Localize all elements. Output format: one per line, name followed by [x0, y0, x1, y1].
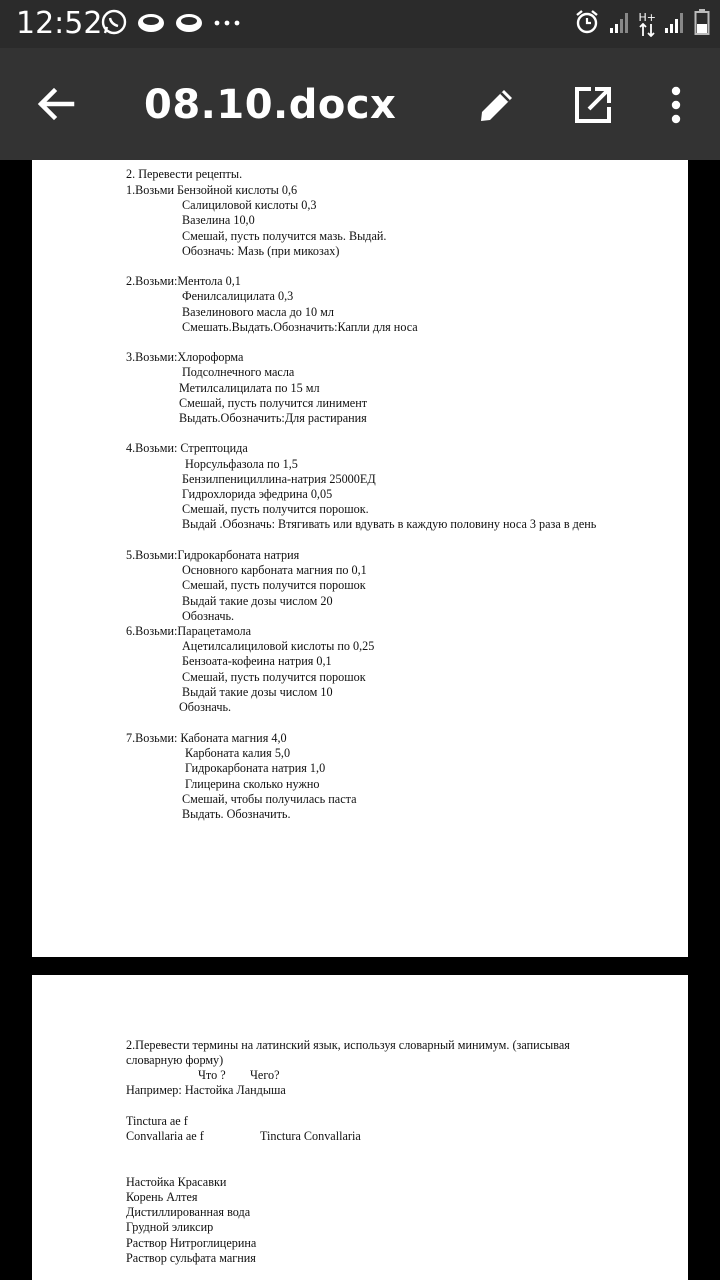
- recipe-line: 1.Возьми Бензойной кислоты 0,6: [126, 183, 298, 197]
- term-item: Настойка Красавки: [126, 1175, 227, 1189]
- term-item: Грудной эликсир: [126, 1220, 214, 1234]
- recipe-line: Смешать.Выдать.Обозначить:Капли для носа: [182, 320, 418, 334]
- open-external-icon: [573, 85, 613, 125]
- document-page: [32, 160, 688, 957]
- system-icons: [573, 8, 711, 40]
- recipe-line: Обозначь.: [179, 700, 232, 714]
- recipe-line: Смешай, пусть получится порошок: [182, 578, 366, 592]
- cloud-icon: [174, 10, 204, 39]
- battery-icon: [694, 8, 710, 41]
- overflow-menu-icon: [671, 86, 681, 124]
- recipe-line: Основного карбоната магния по 0,1: [182, 563, 367, 577]
- back-arrow-icon: [36, 87, 76, 121]
- recipe-line: 2.Возьми:Ментола 0,1: [126, 274, 241, 288]
- term-item: Корень Алтея: [126, 1190, 198, 1204]
- recipe-line: Фенилсалицилата 0,3: [182, 289, 294, 303]
- term-item: Раствор сульфата магния: [126, 1251, 256, 1265]
- recipe-line: 4.Возьми: Стрептоцида: [126, 441, 248, 455]
- document-page: [32, 975, 688, 1280]
- app-bar: [0, 48, 720, 160]
- signal-icon: [609, 10, 631, 39]
- recipe-line: 7.Возьми: Кабоната магния 4,0: [126, 731, 287, 745]
- recipe-line: Бензоата-кофеина натрия 0,1: [182, 654, 332, 668]
- latin-form: Tinctura ae f: [126, 1114, 188, 1128]
- recipe-line: Выдай такие дозы числом 10: [182, 685, 333, 699]
- recipe-line: Выдать.Обозначить:Для растирания: [179, 411, 367, 425]
- section-heading: 2.Перевести термины на латинский язык, используя словарный минимум. (записывая: [126, 1038, 570, 1052]
- status-time: 12:52: [16, 6, 103, 41]
- signal-icon: [664, 10, 686, 39]
- case-questions: Что ? Чего?: [198, 1068, 280, 1082]
- term-item: Раствор Нитроглицерина: [126, 1236, 257, 1250]
- recipe-line: Глицерина сколько нужно: [185, 777, 320, 791]
- recipe-line: Ацетилсалициловой кислоты по 0,25: [182, 639, 375, 653]
- whatsapp-icon: [100, 8, 128, 41]
- recipe-line: 3.Возьми:Хлороформа: [126, 350, 244, 364]
- recipe-line: Вазелина 10,0: [182, 213, 255, 227]
- open-in-app-button[interactable]: [568, 80, 618, 130]
- recipe-line: Выдай такие дозы числом 20: [182, 594, 333, 608]
- recipe-line: Смешай, чтобы получилась паста: [182, 792, 357, 806]
- recipe-line: Карбоната калия 5,0: [185, 746, 291, 760]
- latin-form: Convallaria ae f: [126, 1129, 204, 1143]
- recipe-line: Салициловой кислоты 0,3: [182, 198, 317, 212]
- overflow-menu-button[interactable]: [656, 80, 696, 130]
- recipe-line: Гидрохлорида эфедрина 0,05: [182, 487, 333, 501]
- recipe-line: Смешай, пусть получится порошок: [182, 670, 366, 684]
- recipe-line: Гидрокарбоната натрия 1,0: [185, 761, 326, 775]
- recipe-line: 6.Возьми:Парацетамола: [126, 624, 252, 638]
- document-viewer[interactable]: [0, 160, 720, 1280]
- example-line: Например: Настойка Ландыша: [126, 1083, 286, 1097]
- recipe-line: Подсолнечного масла: [182, 365, 295, 379]
- recipe-line: Норсульфазола по 1,5: [185, 457, 298, 471]
- back-button[interactable]: [28, 80, 84, 128]
- recipe-line: Выдать. Обозначить.: [182, 807, 291, 821]
- alarm-icon: [573, 8, 601, 41]
- section-heading: 2. Перевести рецепты.: [126, 167, 243, 181]
- recipe-line: Смешай, пусть получится линимент: [179, 396, 368, 410]
- recipe-line: Обозначь: Мазь (при микозах): [182, 244, 340, 258]
- cloud-icon: [136, 10, 166, 39]
- recipe-line: Метилсалицилата по 15 мл: [179, 381, 320, 395]
- edit-button[interactable]: [472, 80, 522, 130]
- notification-icons: [100, 10, 242, 38]
- more-dots-icon: [212, 15, 242, 33]
- latin-form: Tinctura Convallaria: [260, 1129, 361, 1143]
- pencil-icon: [477, 85, 517, 125]
- document-title: 08.10.docx: [144, 82, 397, 128]
- data-h-plus-icon: [639, 12, 657, 37]
- status-bar: [0, 0, 720, 48]
- recipe-line: Смешай, пусть получится порошок.: [182, 502, 369, 516]
- term-item: Дистиллированная вода: [126, 1205, 251, 1219]
- network-type-label: H+: [638, 10, 656, 24]
- recipe-line: Обозначь.: [182, 609, 235, 623]
- recipe-line: Смешай, пусть получится мазь. Выдай.: [182, 229, 387, 243]
- recipe-line: 5.Возьми:Гидрокарбоната натрия: [126, 548, 300, 562]
- recipe-line: Бензилпенициллина-натрия 25000ЕД: [182, 472, 376, 486]
- recipe-line: Выдай .Обозначь: Втягивать или вдувать в каждую половину носа 3 раза в день: [182, 517, 597, 531]
- recipe-line: Вазелинового масла до 10 мл: [182, 305, 334, 319]
- section-heading-continued: словарную форму): [126, 1053, 224, 1067]
